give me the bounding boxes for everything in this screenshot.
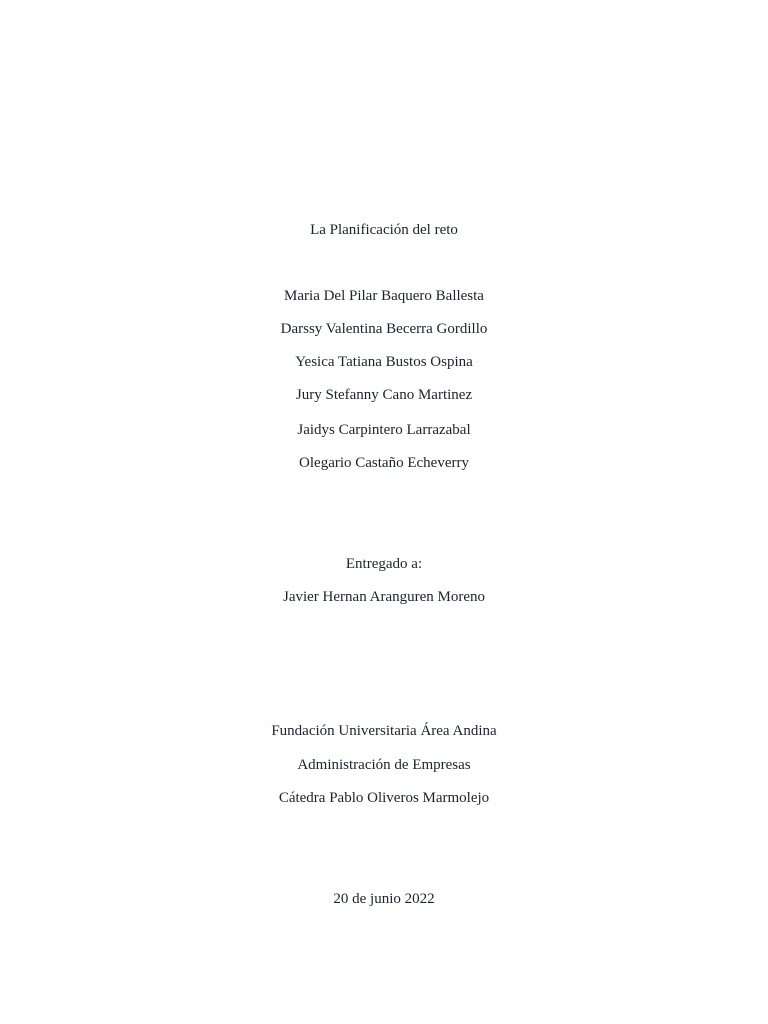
author-name: Jury Stefanny Cano Martinez (295, 387, 473, 403)
institution-name: Fundación Universitaria Área Andina (271, 723, 497, 739)
author-name: Jaidys Carpintero Larrazabal (297, 422, 471, 438)
author-name: Maria Del Pilar Baquero Ballesta (284, 288, 484, 304)
program-name: Administración de Empresas (297, 757, 471, 773)
course-name: Cátedra Pablo Oliveros Marmolejo (278, 790, 490, 806)
document-title: La Planificación del reto (310, 222, 458, 238)
delivered-to-name: Javier Hernan Aranguren Moreno (282, 589, 485, 605)
author-name: Darssy Valentina Becerra Gordillo (280, 321, 488, 337)
author-name: Yesica Tatiana Bustos Ospina (295, 354, 473, 370)
document-date: 20 de junio 2022 (333, 891, 435, 907)
author-name: Olegario Castaño Echeverry (299, 455, 469, 471)
delivered-to-label: Entregado a: (345, 556, 423, 572)
